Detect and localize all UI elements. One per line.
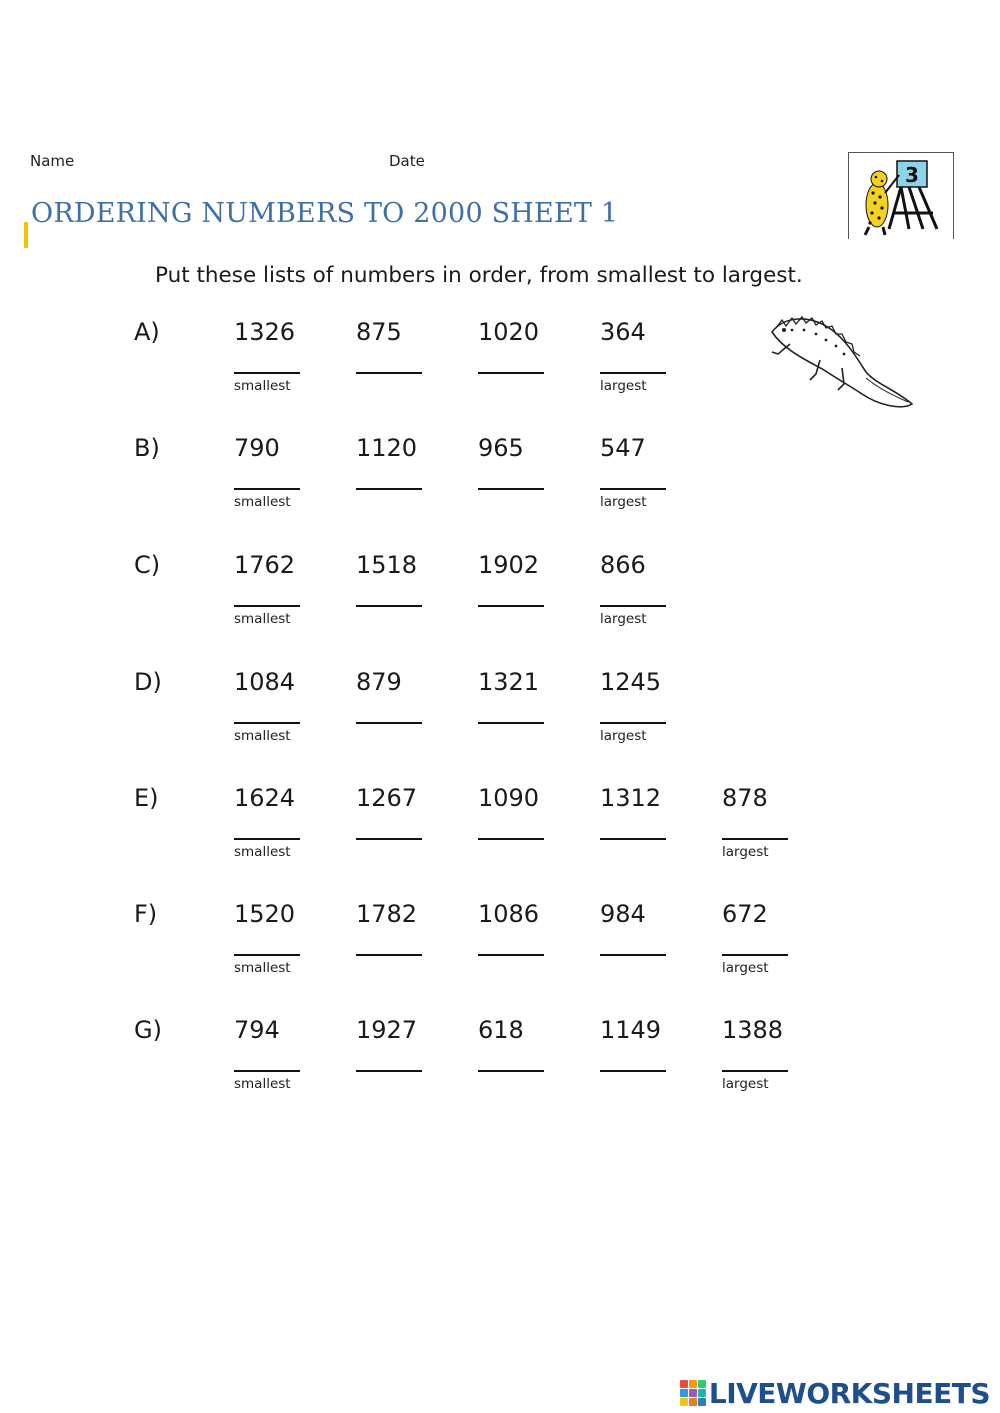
answer-blank[interactable] [234, 1070, 300, 1072]
exercise-row [0, 784, 1000, 894]
number-value: 1086 [478, 900, 540, 928]
answer-blank[interactable] [478, 372, 544, 374]
number-value: 794 [234, 1016, 280, 1044]
smallest-hint: smallest [234, 844, 291, 860]
smallest-hint: smallest [234, 960, 291, 976]
answer-blank[interactable] [600, 954, 666, 956]
number-value: 547 [600, 434, 646, 462]
number-value: 1927 [356, 1016, 418, 1044]
text-cursor-marker [24, 222, 28, 248]
largest-hint: largest [600, 611, 647, 627]
answer-blank[interactable] [600, 372, 666, 374]
answer-blank[interactable] [356, 838, 422, 840]
answer-blank[interactable] [600, 838, 666, 840]
number-value: 1326 [234, 318, 296, 346]
number-value: 790 [234, 434, 280, 462]
smallest-hint: smallest [234, 728, 291, 744]
number-value: 1312 [600, 784, 662, 812]
number-value: 618 [478, 1016, 524, 1044]
smallest-hint: smallest [234, 611, 291, 627]
number-value: 1149 [600, 1016, 662, 1044]
number-value: 1520 [234, 900, 296, 928]
number-value: 672 [722, 900, 768, 928]
number-value: 875 [356, 318, 402, 346]
answer-blank[interactable] [722, 954, 788, 956]
smallest-hint: smallest [234, 1076, 291, 1092]
largest-hint: largest [722, 960, 769, 976]
name-label: Name [30, 152, 75, 170]
row-label: C) [134, 551, 161, 579]
exercise-row [0, 434, 1000, 544]
answer-blank[interactable] [478, 954, 544, 956]
row-label: E) [134, 784, 159, 812]
answer-blank[interactable] [478, 722, 544, 724]
answer-blank[interactable] [722, 1070, 788, 1072]
smallest-hint: smallest [234, 378, 291, 394]
largest-hint: largest [722, 1076, 769, 1092]
number-value: 1762 [234, 551, 296, 579]
number-value: 1624 [234, 784, 296, 812]
answer-blank[interactable] [600, 488, 666, 490]
largest-hint: largest [600, 378, 647, 394]
number-value: 364 [600, 318, 646, 346]
number-value: 1902 [478, 551, 540, 579]
row-label: F) [134, 900, 158, 928]
row-label: D) [134, 668, 162, 696]
exercise-row [0, 900, 1000, 1010]
page-title: ORDERING NUMBERS TO 2000 SHEET 1 [31, 198, 619, 229]
answer-blank[interactable] [600, 1070, 666, 1072]
logo-badge-number: 3 [905, 163, 919, 187]
answer-blank[interactable] [356, 1070, 422, 1072]
largest-hint: largest [600, 494, 647, 510]
answer-blank[interactable] [234, 605, 300, 607]
answer-blank[interactable] [478, 838, 544, 840]
number-value: 878 [722, 784, 768, 812]
answer-blank[interactable] [234, 488, 300, 490]
exercise-row [0, 668, 1000, 778]
answer-blank[interactable] [600, 722, 666, 724]
exercise-row [0, 318, 1000, 428]
liveworksheets-brand [680, 1377, 990, 1409]
number-value: 1267 [356, 784, 418, 812]
number-value: 1020 [478, 318, 540, 346]
answer-blank[interactable] [234, 722, 300, 724]
number-value: 1245 [600, 668, 662, 696]
number-value: 965 [478, 434, 524, 462]
answer-blank[interactable] [478, 605, 544, 607]
number-value: 1321 [478, 668, 540, 696]
row-label: A) [134, 318, 160, 346]
date-label: Date [389, 152, 425, 170]
number-value: 879 [356, 668, 402, 696]
number-value: 1518 [356, 551, 418, 579]
answer-blank[interactable] [478, 488, 544, 490]
brand-name: LIVEWORKSHEETS [708, 1376, 990, 1410]
number-value: 1120 [356, 434, 418, 462]
row-label: G) [134, 1016, 162, 1044]
number-value: 866 [600, 551, 646, 579]
answer-blank[interactable] [356, 605, 422, 607]
answer-blank[interactable] [356, 722, 422, 724]
answer-blank[interactable] [478, 1070, 544, 1072]
instructions: Put these lists of numbers in order, from smallest to largest. [155, 263, 803, 288]
answer-blank[interactable] [722, 838, 788, 840]
answer-blank[interactable] [234, 372, 300, 374]
exercise-row [0, 551, 1000, 661]
answer-blank[interactable] [234, 838, 300, 840]
answer-blank[interactable] [356, 488, 422, 490]
school-logo [848, 152, 954, 239]
number-value: 1084 [234, 668, 296, 696]
smallest-hint: smallest [234, 494, 291, 510]
answer-blank[interactable] [356, 954, 422, 956]
number-value: 1782 [356, 900, 418, 928]
row-label: B) [134, 434, 160, 462]
answer-blank[interactable] [234, 954, 300, 956]
largest-hint: largest [600, 728, 647, 744]
exercise-row [0, 1016, 1000, 1126]
number-value: 1388 [722, 1016, 784, 1044]
largest-hint: largest [722, 844, 769, 860]
liveworksheets-logo-icon [680, 1380, 706, 1406]
answer-blank[interactable] [600, 605, 666, 607]
answer-blank[interactable] [356, 372, 422, 374]
number-value: 984 [600, 900, 646, 928]
leopard-easel-icon [849, 153, 953, 239]
number-value: 1090 [478, 784, 540, 812]
